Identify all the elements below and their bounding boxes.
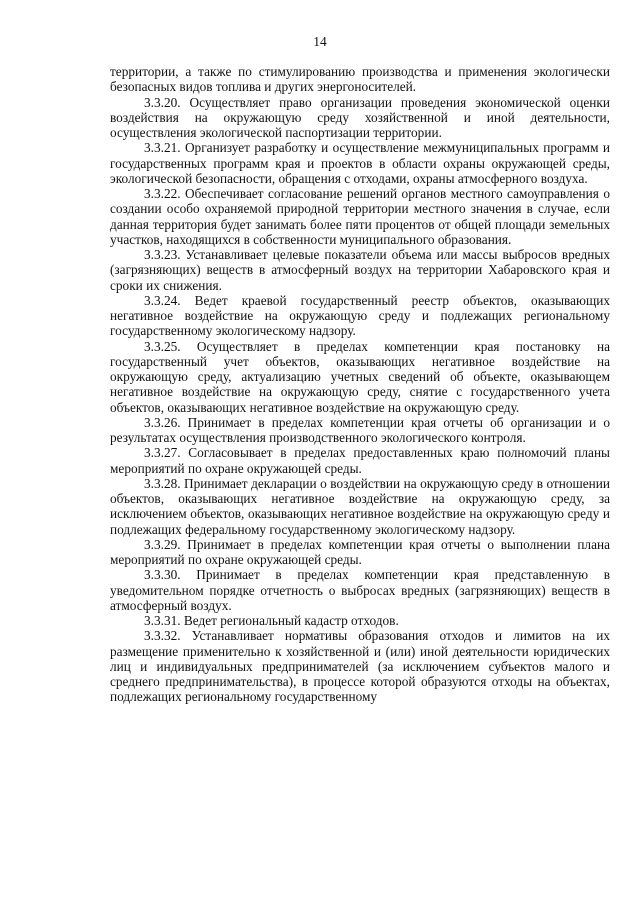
paragraph: 3.3.29. Принимает в пределах компетенции края отчеты о выполнении плана мероприятий по охране окружающей среды.: [110, 536, 610, 567]
paragraph: 3.3.22. Обеспечивает согласование решений органов местного самоуправления о создании особо охраняемой природной территории местного значения в случае, если данная территория будет занимать более пяти процентов от общей площади земельных участков, находящихся в собственности муниципального образования.: [110, 186, 610, 247]
paragraph: 3.3.28. Принимает декларации о воздействии на окружающую среду в отношении объектов, оказывающих негативное воздействие на окружающую среду, за исключением объектов, оказывающих негативное воздействие на окружающую среду и подлежащих федеральному государственному экологическому надзору.: [110, 475, 610, 537]
paragraph: территории, а также по стимулированию производства и применения экологически безопасных видов топлива и других энергоносителей.: [110, 64, 610, 95]
paragraph: 3.3.27. Согласовывает в пределах предоставленных краю полномочий планы мероприятий по охране окружающей среды.: [110, 445, 610, 476]
page-number: 14: [313, 34, 327, 49]
paragraph: 3.3.23. Устанавливает целевые показатели объема или массы выбросов вредных (загрязняющих) веществ в атмосферный воздух на территории Хабаровского края и сроки их снижения.: [110, 247, 610, 293]
paragraph: 3.3.25. Осуществляет в пределах компетенции края постановку на государственный учет объектов, оказывающих негативное воздействие на окружающую среду, актуализацию учетных сведений об объекте, оказывающем негативное воздействие на окружающую среду, снятие с государственного учета объектов, оказывающих негативное воздействие на окружающую среду.: [110, 338, 610, 415]
paragraph: 3.3.26. Принимает в пределах компетенции края отчеты об организации и о результатах осуществления производственного экологического контроля.: [110, 414, 610, 445]
document-body: [110, 64, 610, 705]
paragraph: 3.3.20. Осуществляет право организации проведения экономической оценки воздействия на окружающую среду хозяйственной и иной деятельности, осуществления экологической паспортизации территории.: [110, 94, 610, 140]
paragraph: 3.3.21. Организует разработку и осуществление межмуниципальных программ и государственных программ края и проектов в области охраны окружающей среды, экологической безопасности, обращения с отходами, охраны атмосферного воздуха.: [110, 140, 610, 186]
paragraph: 3.3.30. Принимает в пределах компетенции края представленную в уведомительном порядке отчетность о выбросах вредных (загрязняющих) веществ в атмосферный воздух.: [110, 567, 610, 613]
paragraph: 3.3.24. Ведет краевой государственный реестр объектов, оказывающих негативное воздействие на окружающую среду и подлежащих региональному государственному экологическому надзору.: [110, 292, 610, 339]
paragraph: 3.3.31. Ведет региональный кадастр отходов.: [144, 613, 399, 628]
paragraph: 3.3.32. Устанавливает нормативы образования отходов и лимитов на их размещение применительно к хозяйственной и (или) иной деятельности юридических лиц и индивидуальных предпринимателей (за исключением субъектов малого и среднего предпринимательства), в процессе которой образуются отходы на объектах, подлежащих региональному государственному: [110, 628, 610, 705]
